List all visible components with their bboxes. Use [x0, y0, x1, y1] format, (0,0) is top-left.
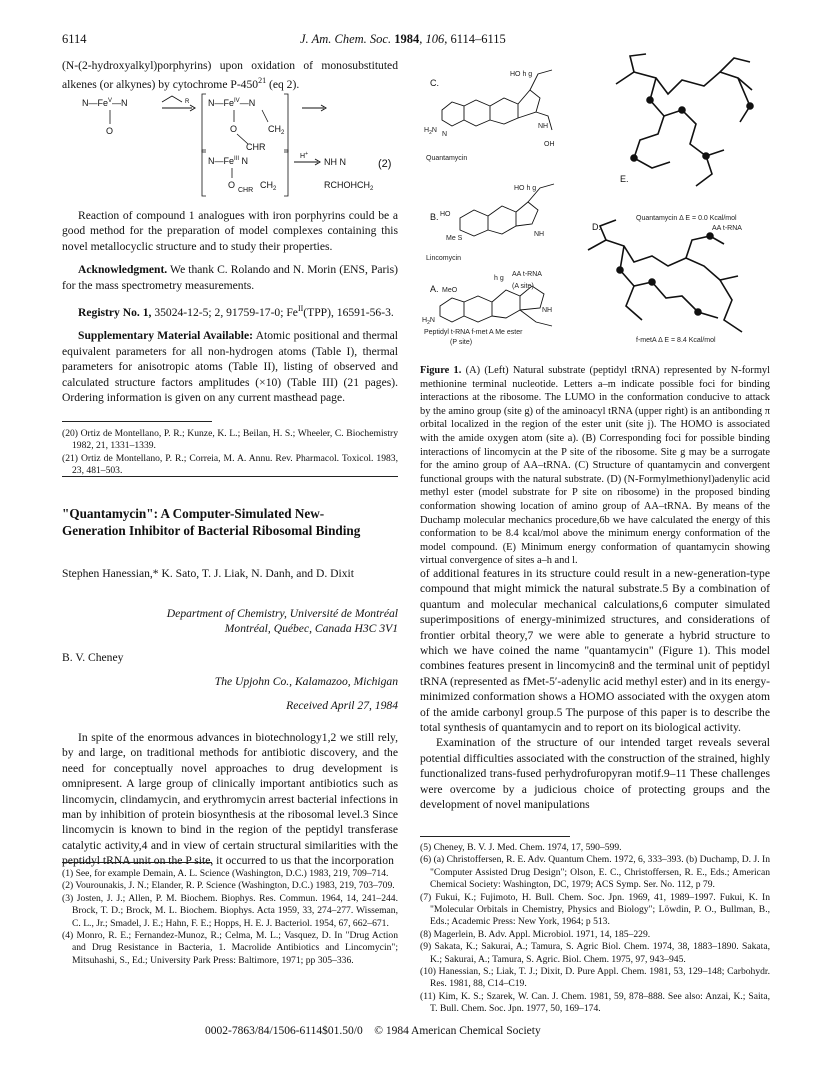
article-paragraph-1: In spite of the enormous advances in biotechnology1,2 we still rely, by and large, on traditional methods for antibiotic discovery, and the need for conceptually novel approaches to drug development is omnipresent. A large group of clinically important antibiotics such as lincomycin, clindamycin, and erythromycin arrest bacterial infections in man by inhibition of protein biosynthesis at the ribosomal level.3 Since lincomycin is known to bind in the region of the peptidyl transferase catalytic activity,4 and in view of certain structural similarities with the peptidyl tRNA unit on the P site, it occurred to us that the incorporation	[62, 731, 398, 868]
svg-text:N: N	[442, 131, 448, 138]
supplementary-material: Supplementary Material Available: Atomic positional and thermal equivalent parameters for all non-hydrogen atoms (Table I), thermal parameters for anisotropic atoms (Table II), listing of observed and calculated structure factors amplitudes (×10) (Table III) (21 pages). Ordering information is given on any current masthead page.	[62, 329, 398, 404]
svg-text:MeO: MeO	[442, 287, 458, 294]
svg-text:H2N: $H_2N$	[424, 127, 437, 136]
footnote-item: (4) Monro, R. E.; Fernandez-Munoz, R.; Celma, M. L.; Vasquez, D. In "Drug Action and Drug Resistance in Bacteria, 1. Macrolide Antibiotics and Lincomycin"; Mitsuhashi, S., Ed.; University Park Press: Baltimore, 1971; pp 305–336.	[62, 930, 398, 966]
page-footer	[205, 1025, 645, 1037]
left-footnotes	[62, 868, 398, 967]
footnote-rule	[420, 836, 570, 837]
svg-text:NH N: NH N	[324, 157, 346, 167]
svg-text:HO: HO	[440, 211, 451, 218]
label-energy-quantamycin: Quantamycin Δ E = 0.0 Kcal/mol	[636, 215, 737, 222]
label-a-site: (A site)	[512, 283, 534, 290]
right-paragraph-2: Examination of the structure of our intended target reveals several potential difficulties associated with the construction of the strained, highly functionalized trans-fused perhydrofuropyran motif.9–11 These challenges were overcome by a judicious choice of protecting groups and the development of novel manipulations	[420, 736, 770, 812]
svg-text:N—FeIV—N: $N—Fe^{IV}—N$	[208, 98, 256, 108]
svg-text:HO h g: HO h g	[514, 185, 537, 192]
label-lincomycin: Lincomycin	[426, 255, 462, 262]
svg-text:HO h g: HO h g	[510, 71, 533, 78]
registry-numbers: Registry No. 1, 35024-12-5; 2, 91759-17-0; $Fe^{II}(TPP)$, 16591-56-3.	[78, 304, 394, 319]
footnote-item: (11) Kim, K. S.; Szarek, W. Can. J. Chem. 1981, 59, 878–888. See also: Anzai, K.; Saita, T. Bull. Chem. Soc. Jpn. 1977, 50, 169–174.	[420, 990, 770, 1015]
svg-text:CH2: $CH_2$	[268, 124, 285, 136]
svg-text:NH: NH	[534, 231, 545, 238]
journal-volume: 106	[425, 32, 445, 46]
received-date: Received April 27, 1984	[286, 699, 398, 712]
intro-text: (N-(2-hydroxyalkyl)porphyrins) upon oxidation of monosubstituted alkenes (or alkynes) by cytochrome $P-450^{21}$ (eq 2).	[62, 59, 398, 92]
journal-pages: 6114–6115	[450, 32, 506, 46]
left-top-references	[62, 428, 398, 478]
journal-citation: J. Am. Chem. Soc. 1984, 106, 6114–6115	[300, 32, 506, 46]
author-2: B. V. Cheney	[62, 651, 124, 664]
svg-text:N—FeIII N: $N—Fe^{III}$ N	[208, 156, 249, 166]
right-body	[420, 566, 770, 813]
label-energy-fmeta: f-metA Δ E = 8.4 Kcal/mol	[636, 337, 716, 344]
right-footnotes	[420, 842, 770, 1016]
footnote-item: (1) See, for example Demain, A. L. Science (Washington, D.C.) 1983, 219, 709–714.	[62, 868, 389, 879]
footnote-rule	[62, 862, 212, 863]
svg-text:O: O	[230, 124, 238, 134]
footer-copyright: © 1984 American Chemical Society	[374, 1025, 541, 1037]
footnote-item: (2) Vourounakis, J. N.; Elander, R. P. Science (Washington, D.C.) 1983, 219, 703–709.	[62, 880, 395, 892]
figure-1-structures	[420, 50, 772, 352]
svg-text:NH: NH	[542, 307, 553, 314]
right-paragraph-1: of additional features in its structure could result in a new-generation-type compound that might mimick the natural substrate.5 By a combination of quantum and molecular mechanical calculations,6 computer simulated superimpositions of energy-minimized structures, and considerations of frontier orbital theory,7 we were able to generate a hybrid structure to which we have coined the name "quantamycin" (Figure 1). This model combines features present in lincomycin8 and the terminal unit of peptidyl tRNA (represented as fMet-5′-adenylic acid methyl ester) and in its energy-minimized conformation shows a HOMO associated with the oxygen atom of the amide carbonyl group.5 The purpose of this paper is to describe the total synthesis of quantamycin and to report on its biological activity.	[420, 567, 771, 735]
equation-2-scheme	[62, 92, 398, 200]
footer-code: 0002-7863/84/1506-6114$01.50/0	[205, 1025, 363, 1037]
svg-text:NH: NH	[538, 123, 549, 130]
footnote-item: (9) Sakata, K.; Sakurai, A.; Tamura, S. Agric Biol. Chem. 1974, 38, 1883–1890. Sakata, K.; Sakurai, A.; Tamura, S. Agric. Biol. Chem. 1975, 97, 943–945.	[420, 941, 770, 965]
label-c: C.	[430, 78, 439, 88]
svg-text:O: O	[228, 180, 236, 190]
footnote-item: (10) Hanessian, S.; Liak, T. J.; Dixit, D. Pure Appl. Chem. 1981, 53, 129–148; Carbohydr. Res. 1981, 88, C14–C19.	[420, 966, 770, 990]
footnote-item: (6) (a) Christoffersen, R. E. Adv. Quantum Chem. 1972, 6, 333–393. (b) Duchamp, D. J. In "Computer Assisted Drug Design"; Olson, E. C., Christoffersen, R. E., Eds.; American Chemical Society: Washington, DC, 1979; ACS Symp. Ser. No. 112, p 79.	[420, 854, 770, 891]
svg-text:H+: H+	[300, 151, 308, 160]
article-title: "Quantamycin": A Computer-Simulated New-Generation Inhibitor of Bacterial Ribosomal Binding	[62, 506, 361, 538]
structure-quantamycin	[442, 70, 552, 130]
label-e: E.	[620, 174, 629, 184]
reaction-paragraph: Reaction of compound 1 analogues with iron porphyrins could be a good method for the preparation of model complexes containing this novel metallocyclic structure and to study their properties.	[62, 209, 398, 253]
svg-text:OH: OH	[544, 141, 555, 148]
svg-text:CHR: CHR	[246, 142, 266, 152]
svg-text:H2N: $H_2N$	[422, 317, 435, 326]
svg-text:RCHOHCH2: $RCHOHCH_2$	[324, 180, 374, 192]
svg-text:CHR: CHR	[238, 187, 254, 194]
journal-name: J. Am. Chem. Soc.	[300, 32, 392, 46]
footnote-item: (3) Josten, J. J.; Allen, P. M. Biochem. Biophys. Res. Commun. 1964, 14, 241–244. Brock, T. D.; Brock, M. L. Biochem. Biophys. Acta 1959, 33, 274–277. Wisseman, C. L., Jr.; Smadel, J. E.; Hahn, F. E.; Hopps, H. E. J. Bacteriol. 1954, 67, 662–671.	[62, 892, 398, 929]
structure-e-3d	[616, 54, 753, 186]
affiliation-2: The Upjohn Co., Kalamazoo, Michigan	[214, 675, 398, 688]
label-d: D.	[592, 222, 601, 232]
label-peptidyl: Peptidyl t-RNA f-met A Me ester	[424, 329, 523, 336]
footnote-item: (5) Cheney, B. V. J. Med. Chem. 1974, 17, 590–599.	[420, 842, 622, 853]
authors-group-1: Stephen Hanessian,* K. Sato, T. J. Liak, N. Danh, and D. Dixit	[62, 567, 354, 580]
footnote-item: (8) Magerlein, B. Adv. Appl. Microbiol. 1971, 14, 185–229.	[420, 928, 651, 940]
equation-number: (2)	[378, 158, 392, 170]
reference-item: (20) Ortiz de Montellano, P. R.; Kunze, K. L.; Beilan, H. S.; Wheeler, C. Biochemistry 1982, 21, 1331–1339.	[62, 428, 398, 452]
acknowledgment: Acknowledgment. We thank C. Rolando and N. Morin (ENS, Paris) for the mass spectrometry measurements.	[62, 263, 398, 292]
article-separator	[62, 476, 398, 477]
reference-item: (21) Ortiz de Montellano, P. R.; Correia, M. A. Annu. Rev. Pharmacol. Toxicol. 1983, 23, 481–503.	[62, 452, 398, 477]
affiliation-1: Department of Chemistry, Université de Montréal Montréal, Québec, Canada H3C 3V1	[166, 607, 398, 636]
label-b: B.	[430, 212, 439, 222]
label-p-site: (P site)	[450, 339, 473, 346]
figure-1-caption: Figure 1. (A) (Left) Natural substrate (peptidyl tRNA) represented by N-formyl methionine terminal nucleotide. Letters a–m indicate possible foci for binding interactions at the ribosome. The LUMO in the conformation conducive to attack by the amino group (site g) of the aminoacyl tRNA (upper right) is an antibonding π orbital localized in the region of the ester unit (site j). The HOMO is associated with the amide oxygen atom (site a). (B) Corresponding foci for possible binding interactions of lincomycin at the P site of the ribosome. Site g may be a surrogate for the amino group of AA–tRNA. (C) Structure of quantamycin and convergent functional groups with the natural substrate. (D) (N-Formylmethionyl)adenylic acid methyl ester (model substrate for P site on ribosome) in the proposed binding conformation showing location of amino group of AA–tRNA. By means of the Duchamp molecular mechanics procedure,6b we have calculated the energy of this conformation to be 8.4 kcal/mol above the minimum energy conformation of the model compound. (E) Minimum energy conformation of quantamycin showing virtual convergence of sites a–h and l.	[420, 365, 770, 567]
label-a: A.	[430, 284, 439, 294]
page-number: 6114	[62, 32, 87, 46]
label-aa-trna-d: AA t-RNA	[712, 225, 742, 232]
svg-text:h g: h g	[494, 275, 504, 282]
svg-text:CH2: $CH_2$	[260, 180, 277, 192]
left-top-body	[62, 208, 398, 405]
label-aa-trna-a: AA t-RNA	[512, 271, 542, 278]
svg-text:N—FeV—N: $N—Fe^V—N$	[82, 98, 128, 108]
svg-text:Me S: Me S	[446, 235, 463, 242]
structure-d-3d	[588, 220, 742, 332]
footnote-item: (7) Fukui, K.; Fujimoto, H. Bull. Chem. Soc. Jpn. 1969, 41, 1989–1997. Fukui, K. In "Molecular Orbitals in Chemistry, Physics and Biology"; Löwdin, P. O., Bullman, B., Eds.; Academic Press: New York, 1964; p 513.	[420, 891, 770, 928]
label-quantamycin: Quantamycin	[426, 155, 468, 162]
journal-year: 1984	[394, 32, 420, 46]
svg-text:R: R	[185, 99, 190, 105]
svg-text:O: O	[106, 126, 114, 136]
structure-lincomycin	[460, 184, 554, 236]
footnote-rule	[62, 421, 212, 422]
